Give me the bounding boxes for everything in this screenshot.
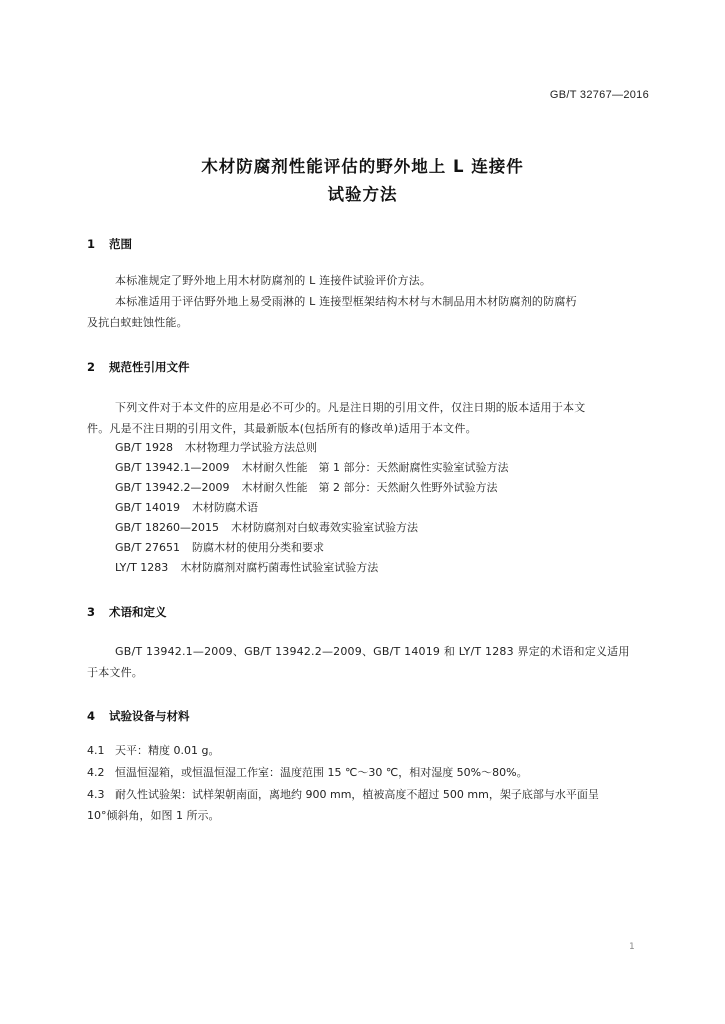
reference-title: 木材物理力学试验方法总则 — [185, 441, 317, 454]
paragraph-line: 于本文件。 — [87, 666, 143, 679]
title-line-2: 试验方法 — [327, 185, 398, 204]
paragraph-line: 件。凡是不注日期的引用文件，其最新版本(包括所有的修改单)适用于本文件。 — [87, 422, 477, 435]
reference-item — [115, 438, 508, 458]
reference-title: 木材耐久性能 第 2 部分：天然耐久性野外试验方法 — [241, 481, 498, 494]
paragraph-line: 下列文件对于本文件的应用是必不可少的。凡是注日期的引用文件，仅注日期的版本适用于本文 — [115, 401, 586, 414]
reference-code: GB/T 14019 — [115, 501, 180, 514]
section-title: 规范性引用文件 — [109, 360, 190, 374]
equipment-item — [87, 762, 528, 783]
reference-title: 木材耐久性能 第 1 部分：天然耐腐性实验室试验方法 — [241, 461, 509, 474]
item-text: 恒温恒湿箱，或恒温恒湿工作室：温度范围 15 ℃～30 ℃，相对湿度 50%～80%。 — [115, 766, 528, 779]
reference-title: 防腐木材的使用分类和要求 — [192, 541, 324, 554]
reference-title: 木材防腐剂对腐朽菌毒性试验室试验方法 — [180, 561, 379, 574]
item-text: 天平：精度 0.01 g。 — [115, 744, 220, 757]
reference-code: GB/T 27651 — [115, 541, 180, 554]
item-text: 10°倾斜角，如图 1 所示。 — [87, 809, 220, 822]
paragraph-line: 本标准规定了野外地上用木材防腐剂的 L 连接件试验评价方法。 — [115, 274, 432, 287]
section-4-heading — [87, 708, 190, 724]
section-3-heading — [87, 604, 167, 620]
reference-code: GB/T 1928 — [115, 441, 173, 454]
reference-item — [115, 458, 508, 478]
document-title — [0, 153, 725, 209]
equipment-item — [87, 784, 599, 805]
section-title: 术语和定义 — [109, 605, 167, 619]
item-number: 4.1 — [87, 744, 105, 757]
section-number: 3 — [87, 605, 96, 619]
section-title: 试验设备与材料 — [109, 709, 190, 723]
equipment-item-continuation — [87, 805, 220, 826]
paragraph-line: 本标准适用于评估野外地上易受雨淋的 L 连接型框架结构木材与木制品用木材防腐剂的防腐朽 — [115, 295, 577, 308]
reference-list — [115, 438, 508, 578]
reference-item — [115, 478, 508, 498]
title-line-1: 木材防腐剂性能评估的野外地上 L 连接件 — [201, 157, 524, 176]
page-number: 1 — [629, 942, 635, 952]
reference-title: 木材防腐剂对白蚁毒效实验室试验方法 — [230, 521, 418, 534]
section-title: 范围 — [109, 237, 132, 251]
section-1-body — [87, 270, 653, 333]
equipment-item — [87, 740, 219, 761]
reference-code: GB/T 18260—2015 — [115, 521, 219, 534]
reference-code: GB/T 13942.2—2009 — [115, 481, 230, 494]
reference-item — [115, 538, 508, 558]
reference-item — [115, 518, 508, 538]
reference-item — [115, 498, 508, 518]
reference-title: 木材防腐术语 — [192, 501, 258, 514]
reference-item — [115, 558, 508, 578]
paragraph-line: 及抗白蚁蛀蚀性能。 — [87, 316, 188, 329]
section-1-heading — [87, 236, 132, 252]
section-2-heading — [87, 359, 190, 375]
reference-code: LY/T 1283 — [115, 561, 169, 574]
reference-code: GB/T 13942.1—2009 — [115, 461, 230, 474]
item-number: 4.2 — [87, 766, 105, 779]
item-text: 耐久性试验架：试样架朝南面，离地约 900 mm，植被高度不超过 500 mm，架子底部与水平面呈 — [115, 788, 599, 801]
paragraph-line: GB/T 13942.1—2009、GB/T 13942.2—2009、GB/T 14019 和 LY/T 1283 界定的术语和定义适用 — [115, 645, 630, 658]
standard-code: GB/T 32767—2016 — [549, 89, 649, 101]
section-2-body — [87, 397, 653, 439]
section-number: 1 — [87, 237, 96, 251]
section-number: 2 — [87, 360, 96, 374]
section-3-body — [87, 641, 653, 683]
section-number: 4 — [87, 709, 96, 723]
item-number: 4.3 — [87, 788, 105, 801]
